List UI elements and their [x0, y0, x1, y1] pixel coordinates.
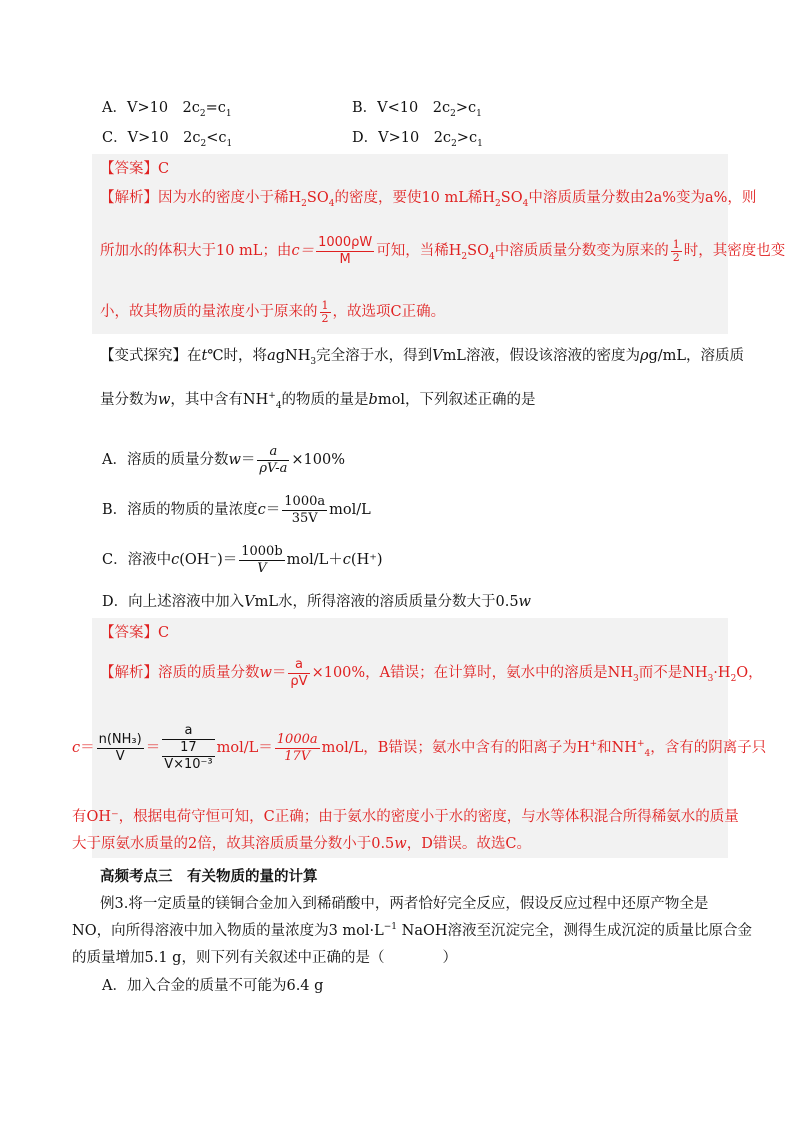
- q1-analysis-line-3: 小，故其物质的量浓度小于原来的 $\frac{1}{2}$ ，故选项C正确。: [100, 298, 446, 325]
- q2-stem-line-1: 【变式探究】在t℃时，将agNH$_3$完全溶于水，得到VmL溶液，假设该溶液的密度为ρg/mL，溶质质: [100, 348, 745, 367]
- q2-answer: 【答案】C: [100, 625, 170, 641]
- option-a-fraction: $\frac{a}{\rho V-a}$: [259, 443, 288, 476]
- option-b-fraction: $\frac{1000a}{35V}$: [284, 493, 326, 526]
- q2-stem-line-2: 量分数为w，其中含有$NH^+_4$的物质的量是bmol，下列叙述正确的是: [100, 391, 536, 411]
- q2-option-b: B．溶质的物质的量浓度c＝ $\frac{1000a}{35V}$ mol/L: [102, 493, 371, 526]
- q2-option-a: A．溶质的质量分数w＝ $\frac{a}{\rho V-a}$ ×100%: [102, 443, 345, 476]
- n-over-v-fraction: $\frac{\text{n(NH₃)}}{V}$: [98, 731, 142, 764]
- q1-analysis-line-2: 所加水的体积大于10 mL；由c＝ $\frac{1000\rho W}{M}$ 可知，当稀$H_2SO_4$中溶质质量分数变为原来的 $\frac{1}{2}$ 时，其密度也变: [100, 234, 786, 267]
- concentration-fraction: $\frac{1000a}{17V}$: [276, 731, 318, 764]
- q3-line-3: 的质量增加5.1 g，则下列有关叙述中正确的是（ ）: [72, 950, 457, 966]
- density-formula-fraction: $\frac{1000\rho W}{M}$: [318, 234, 373, 267]
- q1-option-a: A．V>10 $2c_2=c_1$: [102, 100, 232, 119]
- q3-line-2: NO，向所得溶液中加入物质的量浓度为3 $mol\cdot L^{-1}$ NaOH溶液至沉淀完全，测得生成沉淀的质量比原合金: [72, 922, 753, 939]
- q2-option-d: D．向上述溶液中加入VmL水，所得溶液的溶质质量分数大于0.5w: [102, 594, 531, 610]
- q2-analysis-line-3: 有OH⁻，根据电荷守恒可知，C正确；由于氨水的密度小于水的密度，与水等体积混合所得稀氨水的质量: [72, 809, 739, 825]
- q3-line-1: 例3.将一定质量的镁铜合金加入到稀硝酸中，两者恰好完全反应，假设反应过程中还原产物全是: [100, 896, 709, 912]
- section-heading: 高频考点三 有关物质的量的计算: [100, 868, 318, 885]
- q1-analysis-line-1: 【解析】因为水的密度小于稀$H_2SO_4$的密度，要使10 mL稀$H_2SO_4$中溶质质量分数由2a%变为a%，则: [100, 190, 757, 209]
- option-c-fraction: $\frac{1000b}{V}$: [241, 543, 283, 576]
- q2-option-c: C．溶液中c(OH⁻)＝ $\frac{1000b}{V}$ mol/L＋c(H⁺): [102, 543, 383, 576]
- q1-option-d: D．V>10 $2c_2>c_1$: [352, 130, 483, 149]
- half-fraction: $\frac{1}{2}$: [672, 237, 680, 264]
- q2-analysis-line-2: c＝ $\frac{\text{n(NH₃)}}{V}$ ＝ a 17 V×10⁻³ mol/L＝ $\frac{1000a}{17V}$ mol/L，B错误；氨水中含有的阳离子为H+和$NH^+_4$，含有的阴离子只: [72, 723, 767, 772]
- q2-analysis-line-1: 【解析】溶质的质量分数w＝ $\frac{a}{\rho V}$ ×100%，A错误；在计算时，氨水中的溶质是$NH_3$而不是$NH_3\cdot H_2O$，: [100, 656, 763, 689]
- q3-option-a: A．加入合金的质量不可能为6.4 g: [102, 978, 324, 994]
- q2-analysis-line-4: 大于原氨水质量的2倍，故其溶质质量分数小于0.5w，D错误。故选C。: [72, 836, 531, 852]
- q1-option-c: C．V>10 $2c_2<c_1$: [102, 130, 233, 149]
- half-fraction-2: $\frac{1}{2}$: [321, 298, 329, 325]
- q1-option-b: B．V<10 $2c_2>c_1$: [352, 100, 482, 119]
- q1-answer: 【答案】C: [100, 161, 170, 177]
- mass-fraction-fraction: $\frac{a}{\rho V}$: [290, 656, 308, 689]
- nested-fraction: a 17 V×10⁻³: [164, 723, 213, 772]
